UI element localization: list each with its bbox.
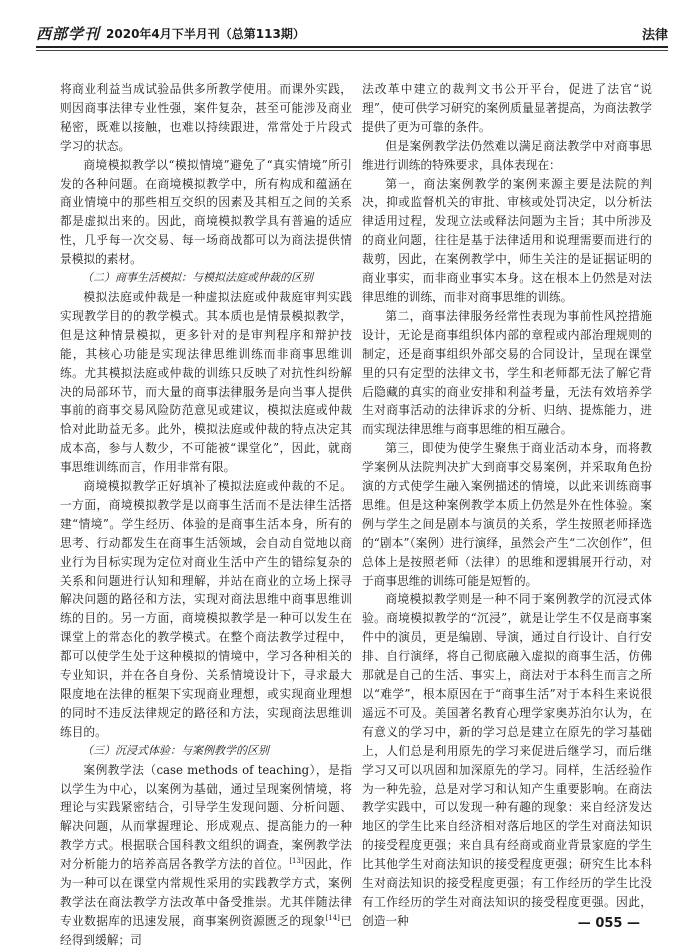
paragraph: 第一，商法案例教学的案例来源主要是法院的判决，抑或监督机关的审批、审核或处罚决定，以分析法律适用过程，发现立法或释法问题为主旨；其中所涉及的商业问题，往往是基于法律适用和说理需要而进行的裁剪，因此，在案例教学中，师生关注的是证据证明的商业事实，而非商业事实本身。这在根本上仍然是对法律思维的训练，而非对商事思维的训练。 [362, 176, 652, 304]
paragraph: 法改革中建立的裁判文书公开平台，促进了法官“说理”，使可供学习研究的案例质量显著提高，为商法教学提供了更为可靠的条件。 [362, 82, 652, 134]
section-title: 法律 [641, 27, 668, 43]
left-column [60, 80, 352, 947]
header-left [36, 23, 305, 44]
paragraph: 商境模拟教学正好填补了模拟法庭或仲裁的不足。一方面，商境模拟教学是以商事生活而不是法律生活搭建“情境”。学生经历、体验的是商事生活本身，所有的思考、行动都发生在商事生活领域，会自动自觉地以商业行为目标实现为定位对商业生活中产生的错综复杂的关系和问题进行认知和理解，并站在商业的立场上探寻解决问题的路径和方法，实现对商法思维中商事思维训练的目的。另一方面，商境模拟教学是一种可以发生在课堂上的常态化的教学模式。在整个商法教学过程中，都可以使学生处于这种模拟的情境中，学习各种相关的专业知识，并在各自身份、关系情境设计下，寻求最大限度地在法律的框架下实现商业理想，或实现商业理想的同时不违反法律规定的路径和方法，实现商法思维训练目的。 [60, 479, 352, 739]
paragraph: 商境模拟教学以“模拟情境”避免了“真实情境”所引发的各种问题。在商境模拟教学中，所有构成和蕴涵在商业情境中的那些相互交织的因素及其相互之间的关系都是虚拟出来的。因此，商境模拟教学具有普遍的适应性，几乎每一次交易、每一场商战都可以为商法提供情景模拟的素材。 [60, 157, 352, 267]
page-number: — 055 — [577, 916, 640, 931]
paragraph: 商境模拟教学则是一种不同于案例教学的沉浸式体验。商境模拟教学的“沉浸”，就是让学生不仅是商事案件中的演员，更是编剧、导演，通过自行设计、自行安排、自行演绎，将自己彻底融入虚拟的商事生活，仿佛那就是自己的生活、事实上，商法对于本科生而言之所以“难学”，根本原因在于“商事生活”对于本科生来说很遥远不可及。美国著名教育心理学家奥苏泊尔认为，在有意义的学习中，新的学习总是建立在原先的学习基础上，人们总是利用原先的学习来促进后继学习，而后继学习又可以巩固和加深原先的学习。同样，生活经验作为一种先验，总是对学习和认知产生重要影响。在商法教学实践中，可以发现一种有趣的现象：来自经济发达地区的学生比来自经济相对落后地区的学生对商法知识的接受程度更强；来自具有经商或商业背景家庭的学生比其他学生对商法知识的接受程度更强；研究生比本科生对商法知识的接受程度更强；有工作经历的学生比没有工作经历的学生对商法知识的接受程度更强。因此，创造一种 [362, 592, 652, 928]
paragraph: 案例教学法（case methods of teaching），是指以学生为中心，以案例为基础，通过呈现案例情境，将理论与实践紧密结合，引导学生发现问题、分析问题、解决问题，从而掌握理论、形成观点、提高能力的一种教学方式。根据联合国科教文组织的调查，案例教学法对分析能力的培养高居各教学方法的首位。[13]因此，作为一种可以在课堂内常规性采用的实践教学方式，案例教学法在商法教学方法改革中备受推崇。尤其伴随法律专业数据库的迅速发展，商事案例资源匮乏的现象[14]已经得到缓解；司 [60, 762, 352, 947]
header-rule-thin [36, 50, 668, 51]
page-header [36, 22, 668, 44]
journal-logo: 西部学刊 [36, 24, 101, 43]
paragraph: 但是案例教学法仍然难以满足商法教学中对商事思维进行训练的特殊要求，具体表现在： [362, 138, 652, 172]
section-subheading: （二）商事生活模拟：与模拟法庭或仲裁的区别 [82, 271, 313, 285]
paragraph: 模拟法庭或仲裁是一种虚拟法庭或仲裁庭审判实践实现教学目的的教学模式。其本质也是情景模拟教学，但是这种情景模拟，更多针对的是审判程序和辩护技能，其核心功能是实现法律思维训练而非商事思维训练。尤其模拟法庭或仲裁的训练只反映了对抗性纠纷解决的局部环节，而大量的商事法律服务是向当事人提供事前的商事交易风险防范意见或建议，模拟法庭或仲裁恰对此助益无多。此外，模拟法庭或仲裁的特点决定其成本高，参与人数少，不可能被“课堂化”，因此，就商事思维训练而言，作用非常有限。 [60, 289, 352, 475]
watermark-decoration: ✦ [195, 352, 272, 433]
paragraph: 将商业利益当成试验品供多所教学使用。而课外实践，则因商事法律专业性强，案件复杂，甚至可能涉及商业秘密，既难以接触，也难以持续跟进，常常处于片段式学习的状态。 [60, 82, 352, 153]
issue-info: 2020年4月下半月刊（总第113期） [106, 26, 305, 41]
header-rule-thick [36, 46, 668, 48]
paragraph: 第二，商事法律服务经常性表现为事前性风控措施设计，无论是商事组织体内部的章程或内部治理规则的制定，还是商事组织外部交易的合同设计，呈现在课堂里的只有定型的法律文书，学生和老师都无法了解它背后隐藏的真实的商业安排和利益考量，无法有效培养学生对商事活动的法律诉求的分析、归纳、提炼能力，进而实现法律思维与商事思维的相互融合。 [362, 308, 652, 437]
section-subheading: （三）沉浸式体验：与案例教学的区别 [82, 743, 269, 757]
paragraph: 第三，即使为使学生聚焦于商业活动本身，而将教学案例从法院判决扩大到商事交易案例，并采取角色扮演的方式使学生融入案例描述的情境，以此来训练商事思维。但是这种案例教学本质上仍然是外在性体验。案例与学生之间是剧本与演员的关系，学生按照老师择选的“剧本”（案例）进行演绎，虽然会产生“二次创作”，但总体上是按照老师（法律）的思维和逻辑展开行动，对于商事思维的训练可能是短暂的。 [362, 441, 652, 588]
